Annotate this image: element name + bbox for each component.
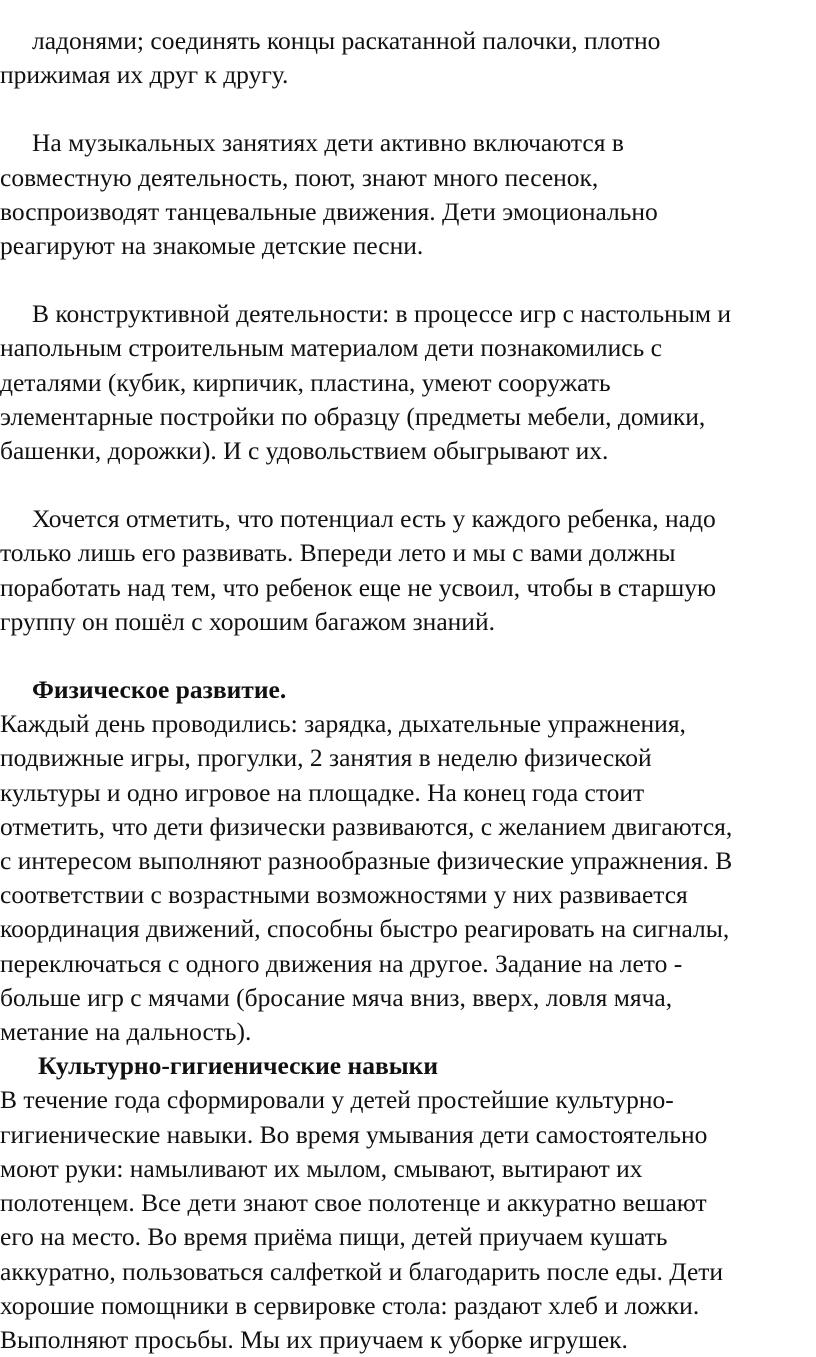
text-line: прижимая их друг к другу.: [0, 60, 289, 90]
paragraph-music: [0, 126, 800, 263]
section-physical-development: [0, 673, 800, 1049]
text-line: Каждый день проводились: зарядка, дыхательные упражнения,: [0, 709, 686, 739]
text-line: реагируют на знакомые детские песни.: [0, 231, 424, 261]
text-line: В конструктивной деятельности: в процессе игр с настольным и: [32, 299, 732, 329]
paragraph-construction: [0, 297, 800, 468]
text-line: полотенцем. Все дети знают свое полотенце и аккуратно вешают: [0, 1188, 707, 1218]
text-line: с интересом выполняют разнообразные физические упражнения. В: [0, 846, 733, 876]
text-line: моют руки: намыливают их мылом, смывают, вытирают их: [0, 1153, 643, 1183]
document-page: [0, 24, 800, 1357]
text-line: соответствии с возрастными возможностями у них развивается: [0, 880, 688, 910]
paragraph-spacer: [0, 263, 800, 297]
paragraph-spacer: [0, 468, 800, 502]
text-line: башенки, дорожки). И с удовольствием обыгрывают их.: [0, 436, 609, 466]
text-line: подвижные игры, прогулки, 2 занятия в неделю физической: [0, 743, 652, 773]
text-line: В течение года сформировали у детей простейшие культурно-: [0, 1085, 674, 1115]
text-line: хорошие помощники в сервировке стола: раздают хлеб и ложки.: [0, 1290, 700, 1320]
paragraph-modeling-continued: [0, 24, 800, 92]
text-line: совместную деятельность, поют, знают много песенок,: [0, 162, 599, 192]
text-line: координация движений, способны быстро реагировать на сигналы,: [0, 914, 730, 944]
text-line: его на место. Во время приёма пищи, детей приучаем кушать: [0, 1222, 668, 1252]
text-line: поработать над тем, что ребенок еще не усвоил, чтобы в старшую: [0, 572, 717, 602]
text-line: воспроизводят танцевальные движения. Дети эмоционально: [0, 196, 658, 226]
text-line: только лишь его развивать. Впереди лето и мы с вами должны: [0, 538, 676, 568]
text-line: Выполняют просьбы. Мы их приучаем к уборке игрушек.: [0, 1324, 628, 1354]
text-line: гигиенические навыки. Во время умывания дети самостоятельно: [0, 1119, 708, 1149]
text-line: На музыкальных занятиях дети активно включаются в: [32, 128, 624, 158]
text-line: отметить, что дети физически развиваются, с желанием двигаются,: [0, 811, 733, 841]
text-line: метание на дальность).: [0, 1017, 252, 1047]
text-line: культуры и одно игровое на площадке. На конец года стоит: [0, 777, 645, 807]
paragraph-potential: [0, 502, 800, 639]
section-heading: Культурно-гигиенические навыки: [38, 1051, 439, 1081]
paragraph-spacer: [0, 639, 800, 673]
section-heading: Физическое развитие.: [32, 675, 287, 705]
text-line: напольным строительным материалом дети познакомились с: [0, 333, 662, 363]
text-line: Хочется отметить, что потенциал есть у каждого ребенка, надо: [32, 504, 716, 534]
text-line: элементарные постройки по образцу (предметы мебели, домики,: [0, 401, 706, 431]
text-line: ладонями; соединять концы раскатанной палочки, плотно: [32, 26, 661, 55]
text-line: переключаться с одного движения на другое. Задание на лето -: [0, 948, 683, 978]
text-line: больше игр с мячами (бросание мяча вниз, вверх, ловля мяча,: [0, 982, 673, 1012]
section-hygiene-skills: [0, 1049, 800, 1357]
paragraph-spacer: [0, 92, 800, 126]
text-line: аккуратно, пользоваться салфеткой и благодарить после еды. Дети: [0, 1256, 724, 1286]
text-line: группу он пошёл с хорошим багажом знаний.: [0, 606, 495, 636]
text-line: деталями (кубик, кирпичик, пластина, умеют сооружать: [0, 367, 611, 397]
